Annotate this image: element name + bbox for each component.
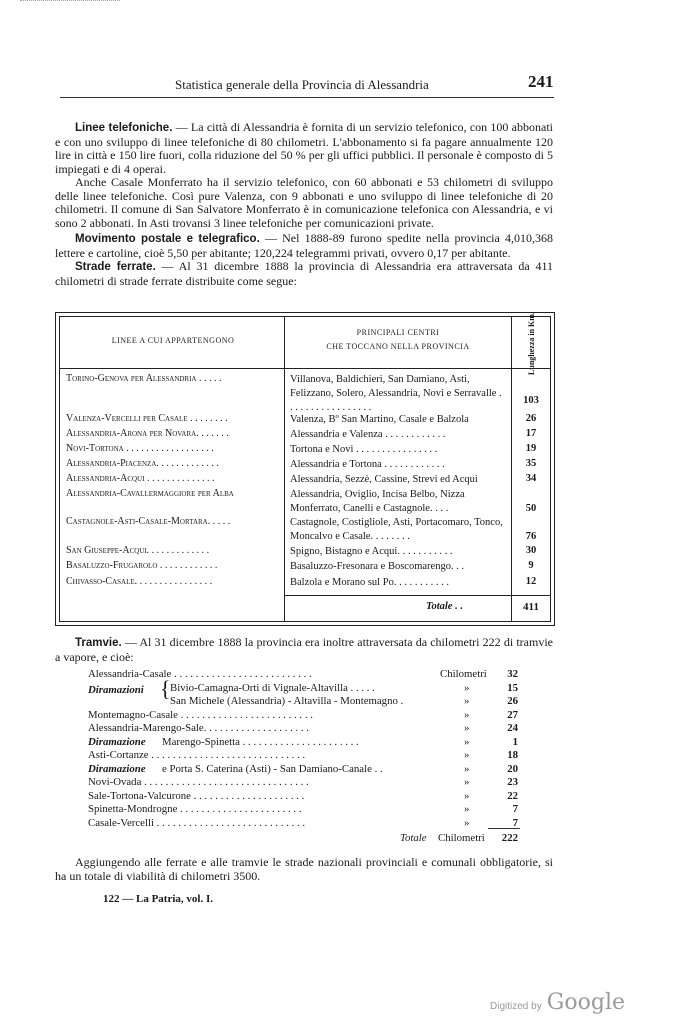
railway-line-centers: Valenza, Bº San Martino, Casale e Balzola xyxy=(290,414,469,425)
tramvia-row xyxy=(88,722,528,735)
tramvia-row xyxy=(88,736,528,749)
railway-line-centers: Alessandria, Oviglio, Incisa Belbo, Nizza Monferrato, Canelli e Castagnole. . . . xyxy=(290,489,465,514)
railway-line-km: 34 xyxy=(525,473,537,484)
ditto-mark: » xyxy=(464,681,470,694)
watermark-prefix: Digitized by xyxy=(490,1001,542,1012)
railway-total-value: 411 xyxy=(523,601,539,613)
tramvia-row xyxy=(88,790,528,803)
header-rule xyxy=(60,97,554,98)
tramvia-row xyxy=(88,695,528,708)
ditto-mark: » xyxy=(464,708,470,721)
railway-line-name: Chivasso-Casale. . . . . . . . . . . . . . . . xyxy=(66,576,213,587)
tramvie-total-label: Totale xyxy=(400,832,427,844)
ditto-mark: » xyxy=(464,749,470,761)
ditto-mark: » xyxy=(464,762,470,775)
tramvia-km: 27 xyxy=(507,708,518,721)
tramvia-row xyxy=(88,803,528,816)
footer-signature: 122 — La Patria, vol. I. xyxy=(103,893,213,905)
tramvia-km: 7 xyxy=(512,803,518,815)
railway-line-name: Novi-Tortona . . . . . . . . . . . . . . . . . . xyxy=(66,443,214,454)
top-edge-line xyxy=(20,0,120,1)
tramvia-row xyxy=(88,763,528,776)
strade-text: — Al 31 dicembre 1888 la provincia di Alessandria era attraversata da 411 chilometri di strade ferrate distribuite come segue: xyxy=(55,259,553,288)
closing-text: Aggiungendo alle ferrate e alle tramvie le strade nazionali provinciali e comunali obbligatorie, si ha un totale di viabilità di chilometri 3500. xyxy=(55,855,553,883)
google-logo: Google xyxy=(546,990,625,1015)
tramvia-label: Casale-Vercelli . . . . . . . . . . . . . . . . . . . . . . . . . . . . xyxy=(88,816,306,829)
tramvia-row xyxy=(88,668,528,681)
railway-table-frame xyxy=(55,312,555,626)
tramvia-label: Novi-Ovada . . . . . . . . . . . . . . . . . . . . . . . . . . . . . . . xyxy=(88,776,309,788)
railway-line-centers: Balzola e Morano sul Po. . . . . . . . . . . xyxy=(290,577,449,588)
tramvia-unit: Chilometri xyxy=(440,668,487,680)
railway-line-km: 103 xyxy=(523,395,539,406)
tramvie-label: Tramvie. xyxy=(75,637,122,649)
tramvia-km: 15 xyxy=(507,681,518,694)
google-watermark xyxy=(490,990,625,1015)
railway-line-km: 19 xyxy=(525,443,537,454)
railway-line-km: 12 xyxy=(525,576,537,587)
railway-line-name: Alessandria-Acqui . . . . . . . . . . . . . . xyxy=(66,473,215,484)
ditto-mark: » xyxy=(464,803,470,815)
railway-line-km: 26 xyxy=(525,413,537,424)
strade-label: Strade ferrate. xyxy=(75,261,156,273)
tramvia-km: 22 xyxy=(507,789,518,802)
railway-line-centers: Alessandria e Valenza . . . . . . . . . . . . xyxy=(290,429,446,440)
diramazioni-label: Diramazioni xyxy=(88,684,144,696)
tramvia-km: 7 xyxy=(512,816,518,829)
tramvia-label: e Porta S. Caterina (Asti) - San Damiano-Canale . . xyxy=(162,762,383,775)
tramvia-row xyxy=(88,776,528,789)
railway-line-name: San Giuseppe-Acqui. . . . . . . . . . . . . xyxy=(66,545,210,556)
col-header-centri-2: CHE TOCCANO NELLA PROVINCIA xyxy=(326,342,470,351)
railway-line-km: 30 xyxy=(525,545,537,556)
ditto-mark: » xyxy=(464,816,470,829)
tramvia-label: Sale-Tortona-Valcurone . . . . . . . . . . . . . . . . . . . . . xyxy=(88,789,305,802)
railway-total-label: Totale . . xyxy=(426,601,463,612)
tramvia-km: 24 xyxy=(507,722,518,734)
telefoni-text: — La città di Alessandria è fornita di un servizio telefonico, con 100 abbonati e con uno sviluppo di linee telefoniche di 80 chilometri. L'abbonamento si fa pagare annualmente 120 lire in città e 150 lire fuori, colla riduzione del 50 % per gli uffici pubblici. Il personale è composto di 5 impiegati e di 4 operai. xyxy=(55,120,553,176)
tramvie-total-unit: Chilometri xyxy=(438,832,485,844)
tramvia-label: Spinetta-Mondrogne . . . . . . . . . . . . . . . . . . . . . . . xyxy=(88,803,302,815)
brace-icon: { xyxy=(160,676,171,701)
railway-line-name: Alessandria-Arona per Novara. . . . . . . xyxy=(66,428,229,439)
railway-line-name: Alessandria-Piacenza. . . . . . . . . . . . . xyxy=(66,458,219,469)
railway-line-centers: Spigno, Bistagno e Acqui. . . . . . . . . . . xyxy=(290,546,453,557)
tramvie-text: — Al 31 dicembre 1888 la provincia era inoltre attraversata da chilometri 222 di tramvie a vapore, e cioè: xyxy=(55,635,553,664)
col-header-centri-1: PRINCIPALI CENTRI xyxy=(356,328,440,337)
railway-line-name: Torino-Genova per Alessandria . . . . . xyxy=(66,373,222,384)
railway-line-centers: Villanova, Baldichieri, San Damiano, Asti, Felizzano, Solero, Alessandria, Novi e Serravalle . . . . . . . . . . . . . . . . . xyxy=(290,374,502,413)
railway-line-name: Basaluzzo-Frugarolo . . . . . . . . . . . . xyxy=(66,560,218,571)
diramazione-label: Diramazione xyxy=(88,735,146,748)
tramvia-label: Asti-Cortanze . . . . . . . . . . . . . . . . . . . . . . . . . . . . . xyxy=(88,749,306,761)
railway-line-centers: Tortona e Novi . . . . . . . . . . . . . . . . xyxy=(290,444,438,455)
railway-line-km: 35 xyxy=(525,458,537,469)
railway-line-name: Valenza-Vercelli per Casale . . . . . . . . xyxy=(66,413,228,424)
ditto-mark: » xyxy=(464,722,470,734)
tramvia-km: 18 xyxy=(507,749,518,761)
paragraph-closing xyxy=(55,856,553,883)
railway-line-km: 76 xyxy=(525,531,537,542)
diramazione-label: Diramazione xyxy=(88,762,146,775)
tramvia-km: 1 xyxy=(512,735,518,748)
col-header-lines: LINEE A CUI APPARTENGONO xyxy=(111,336,235,345)
tramvia-km: 26 xyxy=(507,695,518,707)
tramvia-row xyxy=(88,749,528,762)
page-number: 241 xyxy=(528,72,554,91)
railway-line-centers: Alessandria e Tortona . . . . . . . . . . . . xyxy=(290,459,445,470)
railway-line-centers: Castagnole, Costigliole, Asti, Portacomaro, Tonco, Moncalvo e Casale. . . . . . . . xyxy=(290,517,503,542)
paragraph-tramvie xyxy=(55,636,553,664)
tramvie-total-value: 222 xyxy=(501,832,518,844)
tramvia-label: Montemagno-Casale . . . . . . . . . . . . . . . . . . . . . . . . . xyxy=(88,708,313,721)
tramvia-row xyxy=(88,709,528,722)
paragraph-telefoni xyxy=(55,121,553,288)
railway-line-name: Alessandria-Cavallermaggiore per Alba xyxy=(66,488,234,499)
ditto-mark: » xyxy=(464,776,470,788)
railway-line-km: 17 xyxy=(525,428,537,439)
tramvia-label: Marengo-Spinetta . . . . . . . . . . . . . . . . . . . . . . xyxy=(162,735,359,748)
tramvia-row xyxy=(88,682,528,695)
ditto-mark: » xyxy=(464,695,470,707)
ditto-mark: » xyxy=(464,735,470,748)
tramvie-list xyxy=(88,668,528,848)
postale-label: Movimento postale e telegrafico. xyxy=(75,233,260,245)
running-title: Statistica generale della Provincia di Alessandria xyxy=(175,77,429,92)
postale-text: — Nel 1888-89 furono spedite nella provincia 4,010,368 lettere e cartoline, cioè 5,50 per abitante; 120,224 telegrammi privati, ovvero 0,17 per abitante. xyxy=(55,231,553,260)
ditto-mark: » xyxy=(464,789,470,802)
col-header-length: Lunghezza in Km. xyxy=(526,311,536,375)
casale-text: Anche Casale Monferrato ha il servizio telefonico, con 60 abbonati e 53 chilometri di sviluppo delle linee telefoniche. Così pure Valenza, con 9 abbonati e uno sviluppo di linee telefoniche di 20 chilometri. Il comune di San Salvatore Monferrato è in comunicazione telefonica con Alessandria, e vi sono 2 abbonati. In Asti trovansi 3 linee telefoniche per comunicazioni private. xyxy=(55,175,553,230)
tramvia-km: 32 xyxy=(507,668,518,680)
railway-line-name: Castagnole-Asti-Casale-Mortara. . . . . xyxy=(66,516,231,527)
tramvia-km: 20 xyxy=(507,762,518,775)
tramvia-km: 23 xyxy=(507,776,518,788)
railway-line-centers: Basaluzzo-Fresonara e Boscomarengo. . . xyxy=(290,561,465,572)
tramvia-label: Alessandria-Casale . . . . . . . . . . . . . . . . . . . . . . . . . . xyxy=(88,668,312,680)
railway-line-km: 9 xyxy=(528,560,534,571)
telefoni-label: Linee telefoniche. xyxy=(75,122,173,134)
tramvia-row xyxy=(88,817,528,830)
tramvia-label: Alessandria-Marengo-Sale. . . . . . . . . . . . . . . . . . . . xyxy=(88,722,309,734)
railway-line-centers: Alessandria, Sezzè, Cassine, Strevi ed Acqui xyxy=(290,474,478,485)
tramvia-label: San Michele (Alessandria) - Altavilla - Montemagno . xyxy=(170,695,404,707)
tramvia-label: Bivio-Camagna-Orti di Vignale-Altavilla . . . . . xyxy=(170,681,375,694)
railway-line-km: 50 xyxy=(525,503,537,514)
